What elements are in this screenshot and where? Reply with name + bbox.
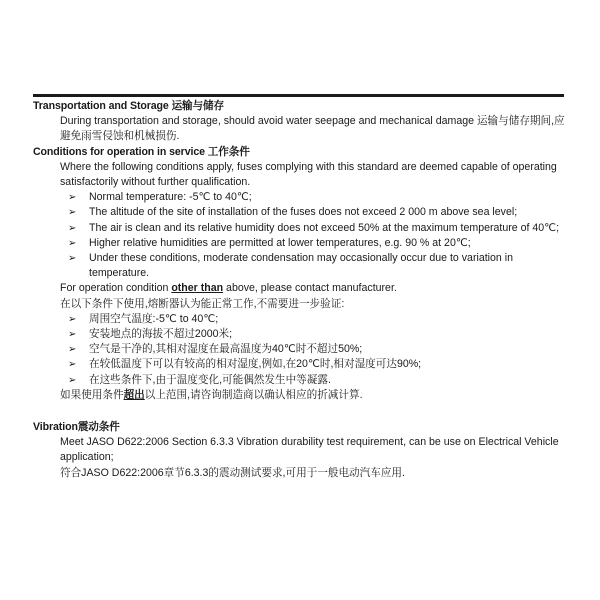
header-rule: [33, 94, 564, 97]
arrow-bullet-icon: ➢: [68, 374, 77, 386]
arrow-bullet-icon: ➢: [68, 237, 77, 249]
list-item-text: Higher relative humidities are permitted at lower temperatures, e.g. 90 % at 20℃;: [89, 236, 471, 249]
list-item: [33, 357, 573, 372]
list-item-text: 安装地点的海拔不超过2000米;: [89, 328, 233, 341]
other-cn-post: 以上范围,请咨询制造商以确认相应的折减计算.: [144, 388, 363, 401]
list-item: [33, 205, 573, 220]
other-en-post: above, please contact manufacturer.: [223, 282, 397, 295]
document-body: [33, 99, 573, 481]
other-cn-emphasis: 超出: [123, 388, 145, 401]
other-en-emphasis: other than: [171, 282, 224, 295]
list-item-text: 空气是干净的,其相对湿度在最高温度为40℃时不超过50%;: [89, 343, 363, 356]
vibration-body-en: Meet JASO D622:2006 Section 6.3.3 Vibration durability test requirement, can be use on Electrical Vehicle application;: [60, 436, 559, 464]
conditions-heading: Conditions for operation in service 工作条件: [33, 145, 250, 158]
list-item: [33, 312, 573, 327]
arrow-bullet-icon: ➢: [68, 222, 77, 234]
list-item-text: Normal temperature: -5℃ to 40℃;: [89, 191, 252, 204]
arrow-bullet-icon: ➢: [68, 253, 77, 265]
other-cn-pre: 如果使用条件: [60, 388, 124, 401]
list-item-text: 在这些条件下,由于温度变化,可能偶然发生中等凝露.: [89, 373, 331, 386]
conditions-intro-cn: 在以下条件下使用,熔断器认为能正常工作,不需要进一步验证:: [60, 297, 345, 310]
list-item-text: The air is clean and its relative humidity does not exceed 50% at the maximum temperature of 40℃;: [89, 221, 560, 234]
conditions-list-cn: [33, 312, 573, 388]
conditions-intro: Where the following conditions apply, fuses complying with this standard are deemed capable of operating satisfactorily without further qualification.: [60, 160, 557, 189]
arrow-bullet-icon: ➢: [68, 359, 77, 371]
vibration-body-cn: 符合JASO D622:2006章节6.3.3的震动测试要求,可用于一般电动汽车应用.: [60, 466, 405, 479]
list-item: [33, 251, 573, 281]
arrow-bullet-icon: ➢: [68, 207, 77, 219]
list-item: [33, 342, 573, 357]
list-item: [33, 236, 573, 251]
list-item: [33, 190, 573, 205]
list-item: [33, 373, 573, 388]
list-item-text: 周围空气温度:-5℃ to 40℃;: [89, 312, 219, 325]
arrow-bullet-icon: ➢: [68, 192, 77, 204]
arrow-bullet-icon: ➢: [68, 344, 77, 356]
other-condition-cn: [33, 388, 573, 403]
list-item-text: Under these conditions, moderate condensation may occasionally occur due to variation in temperature.: [89, 252, 513, 280]
list-item-text: The altitude of the site of installation of the fuses does not exceed 2 000 m above sea level;: [89, 206, 518, 219]
arrow-bullet-icon: ➢: [68, 313, 77, 325]
transport-heading: Transportation and Storage 运输与储存: [33, 100, 225, 112]
list-item: [33, 327, 573, 342]
vibration-heading: Vibration震动条件: [33, 421, 120, 434]
arrow-bullet-icon: ➢: [68, 329, 77, 341]
conditions-list-en: [33, 190, 573, 281]
other-en-pre: For operation condition: [60, 282, 172, 295]
list-item-text: 在较低温度下可以有较高的相对湿度,例如,在20℃时,相对湿度可达90%;: [89, 358, 422, 371]
list-item: [33, 221, 573, 236]
other-condition-en: [33, 281, 573, 296]
transport-body: During transportation and storage, should avoid water seepage and mechanical damage 运输与储存期间,应避免雨雪侵蚀和机械损伤.: [60, 115, 565, 143]
